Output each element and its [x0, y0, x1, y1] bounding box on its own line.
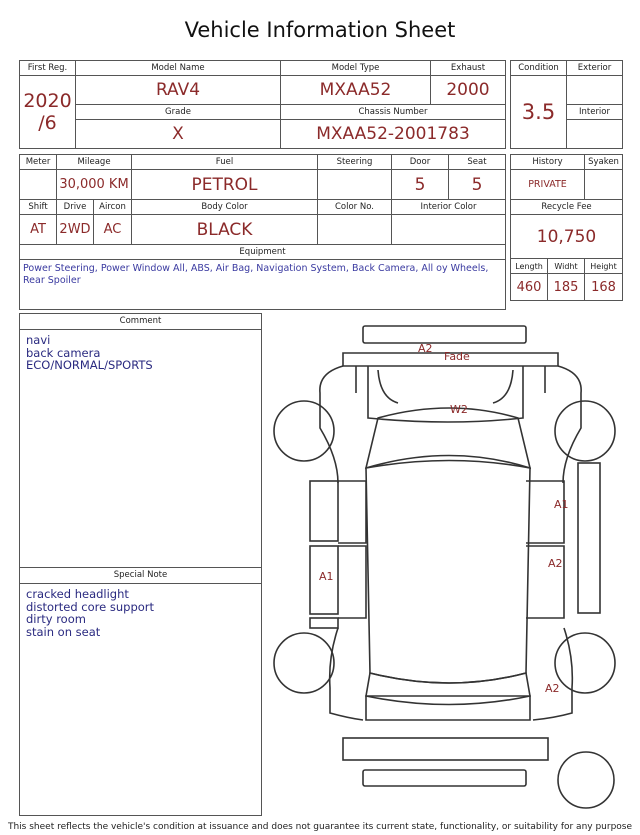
right-front-door: [526, 481, 564, 543]
fuel-label: Fuel: [132, 155, 318, 170]
equipment-value: Power Steering, Power Window All, ABS, Air Bag, Navigation System, Back Camera, All oy Wheels, Rear Spoiler: [20, 260, 506, 310]
right-headlight-arc: [493, 370, 513, 403]
left-front-wheel: [274, 401, 334, 461]
mark-hood-top: A2: [418, 342, 433, 355]
length-value: 460: [511, 274, 548, 301]
body-color-label: Body Color: [132, 200, 318, 215]
front-bumper-top: [363, 326, 526, 343]
exterior-label: Exterior: [567, 61, 623, 76]
interior-label: Interior: [567, 105, 623, 120]
exhaust-label: Exhaust: [431, 61, 506, 76]
color-no-label: Color No.: [318, 200, 392, 215]
recycle-label: Recycle Fee: [511, 200, 623, 215]
rear-bumper-lower: [363, 770, 526, 786]
length-label: Length: [511, 259, 548, 274]
left-front-pillar: [310, 481, 338, 541]
details-table: [19, 154, 506, 310]
exhaust-value: 2000: [431, 76, 506, 105]
rear-window: [366, 673, 530, 705]
disclaimer-footer: This sheet reflects the vehicle's condition at issuance and does not guarantee its current state, functionality, or suitability for any purpose: [7, 822, 633, 832]
width-label: Widht: [548, 259, 585, 274]
syaken-value: [585, 170, 623, 200]
right-rear-wheel: [555, 633, 615, 693]
comment-label: Comment: [20, 314, 261, 330]
left-front-door: [338, 481, 366, 543]
first-reg-month: /6: [38, 112, 57, 134]
history-value: PRIVATE: [511, 170, 585, 200]
condition-score: 3.5: [511, 76, 567, 149]
rear-bumper: [343, 738, 548, 760]
mark-hood-fade: Fade: [444, 350, 470, 363]
shift-label: Shift: [20, 200, 57, 215]
height-value: 168: [585, 274, 623, 301]
first-reg-year: 2020: [23, 90, 72, 112]
chassis-value: MXAA52-2001783: [281, 120, 506, 149]
exterior-value: [567, 76, 623, 105]
vehicle-damage-diagram: [268, 318, 634, 820]
drive-value: 2WD: [57, 215, 94, 245]
first-reg-label: First Reg.: [20, 61, 76, 76]
height-label: Height: [585, 259, 623, 274]
first-reg-value: [20, 76, 76, 149]
drive-label: Drive: [57, 200, 94, 215]
interior-color-label: Interior Color: [392, 200, 506, 215]
condition-table: [510, 60, 623, 149]
comment-line: navi: [26, 333, 51, 347]
mileage-label: Mileage: [57, 155, 132, 170]
meter-value: [20, 170, 57, 200]
condition-label: Condition: [511, 61, 567, 76]
mileage-value: 30,000 KM: [57, 170, 132, 200]
aircon-label: Aircon: [94, 200, 132, 215]
sheet-title: Vehicle Information Sheet: [184, 18, 456, 42]
model-type-label: Model Type: [281, 61, 431, 76]
model-name-label: Model Name: [76, 61, 281, 76]
special-note-text: [20, 584, 261, 642]
aircon-value: AC: [94, 215, 132, 245]
mark-windshield: W2: [450, 403, 468, 416]
history-label: History: [511, 155, 585, 170]
chassis-label: Chassis Number: [281, 105, 506, 120]
left-rear-quarter: [330, 628, 363, 720]
side-table: [510, 154, 623, 301]
width-value: 185: [548, 274, 585, 301]
equipment-label: Equipment: [20, 245, 506, 260]
steering-label: Steering: [318, 155, 392, 170]
syaken-label: Syaken: [585, 155, 623, 170]
note-line: stain on seat: [26, 624, 101, 639]
seat-value: 5: [449, 170, 506, 200]
special-note-panel: [19, 567, 262, 816]
mark-right-rear-door: A2: [548, 557, 563, 570]
left-headlight-arc: [378, 370, 398, 403]
left-rear-wheel: [274, 633, 334, 693]
fuel-value: PETROL: [132, 170, 318, 200]
spare-wheel: [558, 752, 614, 808]
header-table: [19, 60, 506, 149]
left-rear-door: [338, 546, 366, 618]
color-no-value: [318, 215, 392, 245]
recycle-value: 10,750: [511, 215, 623, 259]
shift-value: AT: [20, 215, 57, 245]
comment-panel: [19, 313, 262, 568]
door-label: Door: [392, 155, 449, 170]
door-value: 5: [392, 170, 449, 200]
interior-color-value: [392, 215, 506, 245]
comment-line: back camera: [26, 345, 101, 360]
steering-value: [318, 170, 392, 200]
meter-label: Meter: [20, 155, 57, 170]
mark-right-rear-quarter: A2: [545, 682, 560, 695]
left-front-fender: [320, 366, 343, 483]
note-line: dirty room: [26, 612, 86, 626]
roof: [366, 461, 530, 684]
right-front-wheel: [555, 401, 615, 461]
right-rear-quarter: [533, 628, 572, 720]
note-line: distorted core support: [26, 599, 155, 614]
model-name-value: RAV4: [76, 76, 281, 105]
grade-label: Grade: [76, 105, 281, 120]
note-line: cracked headlight: [26, 587, 129, 601]
comment-line: ECO/NORMAL/SPORTS: [26, 358, 153, 372]
windshield: [366, 408, 530, 468]
grade-value: X: [76, 120, 281, 149]
right-side-sill: [578, 463, 600, 613]
special-note-label: Special Note: [20, 568, 261, 584]
body-color-value: BLACK: [132, 215, 318, 245]
comment-text: [20, 330, 261, 376]
mark-right-front-door: A1: [554, 498, 569, 511]
interior-value: [567, 120, 623, 149]
seat-label: Seat: [449, 155, 506, 170]
mark-left-door: A1: [319, 570, 334, 583]
left-rocker: [310, 618, 338, 628]
model-type-value: MXAA52: [281, 76, 431, 105]
